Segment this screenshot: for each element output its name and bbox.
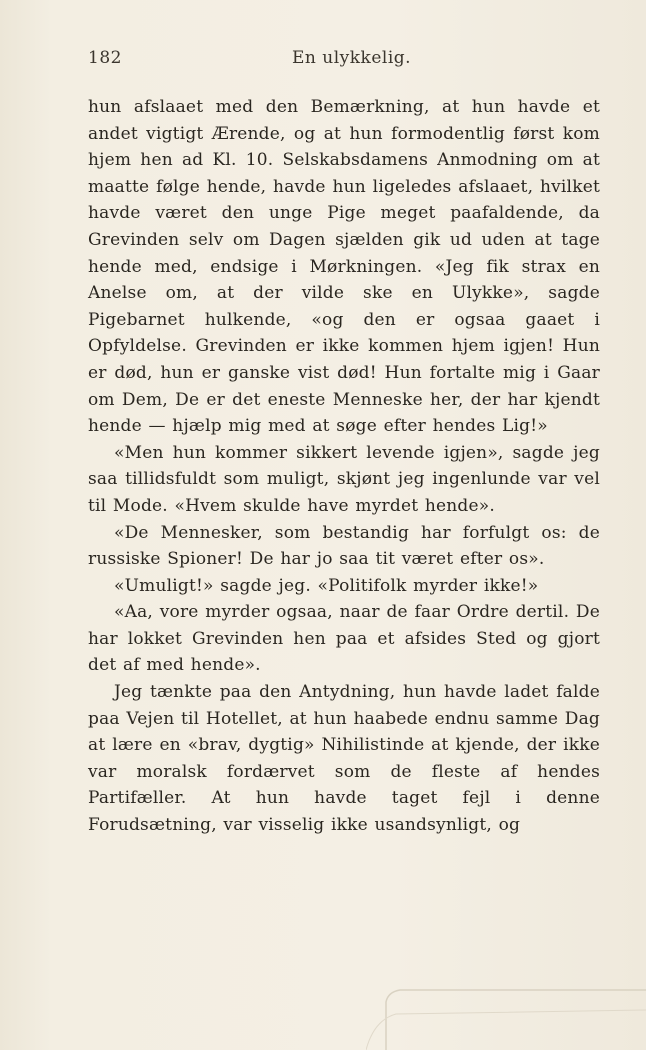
paragraph: «Umuligt!» sagde jeg. «Politifolk myrder ikke!» xyxy=(114,575,539,596)
running-title: En ulykkelig. xyxy=(292,48,412,68)
page-number: 182 xyxy=(88,48,122,68)
paragraph: «De Mennesker, som bestandig har forfulgt os: de russiske Spioner! De har jo saa tit været efter os». xyxy=(88,522,600,570)
body-text xyxy=(88,94,600,839)
paragraph: Jeg tænkte paa den Antydning, hun havde ladet falde paa Vejen til Hotellet, at hun haabede endnu samme Dag at lære en «brav, dygtig» Nihilistinde at kjende, der ikke var moralsk fordærvet som de fleste af hendes Partifæller. At hun havde taget fejl i denne Forudsætning, var visselig ikke usandsynligt, og xyxy=(88,682,600,836)
running-head xyxy=(88,48,600,72)
page-corner-fold xyxy=(366,980,646,1050)
paragraph: «Men hun kommer sikkert levende igjen», sagde jeg saa tillidsfuldt som muligt, skjønt jeg ingenlunde var vel til Mode. «Hvem skulde have myrdet hende». xyxy=(88,442,600,516)
paragraph: hun afslaaet med den Bemærkning, at hun havde et andet vigtigt Ærende, og at hun formodentlig først kom hjem hen ad Kl. 10. Selskabsdamens Anmodning om at maatte følge hende, havde hun ligeledes afslaaet, hvilket havde været den unge Pige meget paafaldende, da Grevinden selv om Dagen sjælden gik ud uden at tage hende med, endsige i Mørkningen. «Jeg fik strax en Anelse om, at der vilde ske en Ulykke», sagde Pigebarnet hulkende, «og den er ogsaa gaaet i Opfyldelse. Grevinden er ikke kommen hjem igjen! Hun er død, hun er ganske vist død! Hun fortalte mig i Gaar om Dem, De er det eneste Menneske her, der har kjendt hende — hjælp mig med at søge efter hendes Lig!» xyxy=(88,97,600,437)
paragraph: «Aa, vore myrder ogsaa, naar de faar Ordre dertil. De har lokket Grevinden hen paa et afsides Sted og gjort det af med hende». xyxy=(88,602,600,676)
